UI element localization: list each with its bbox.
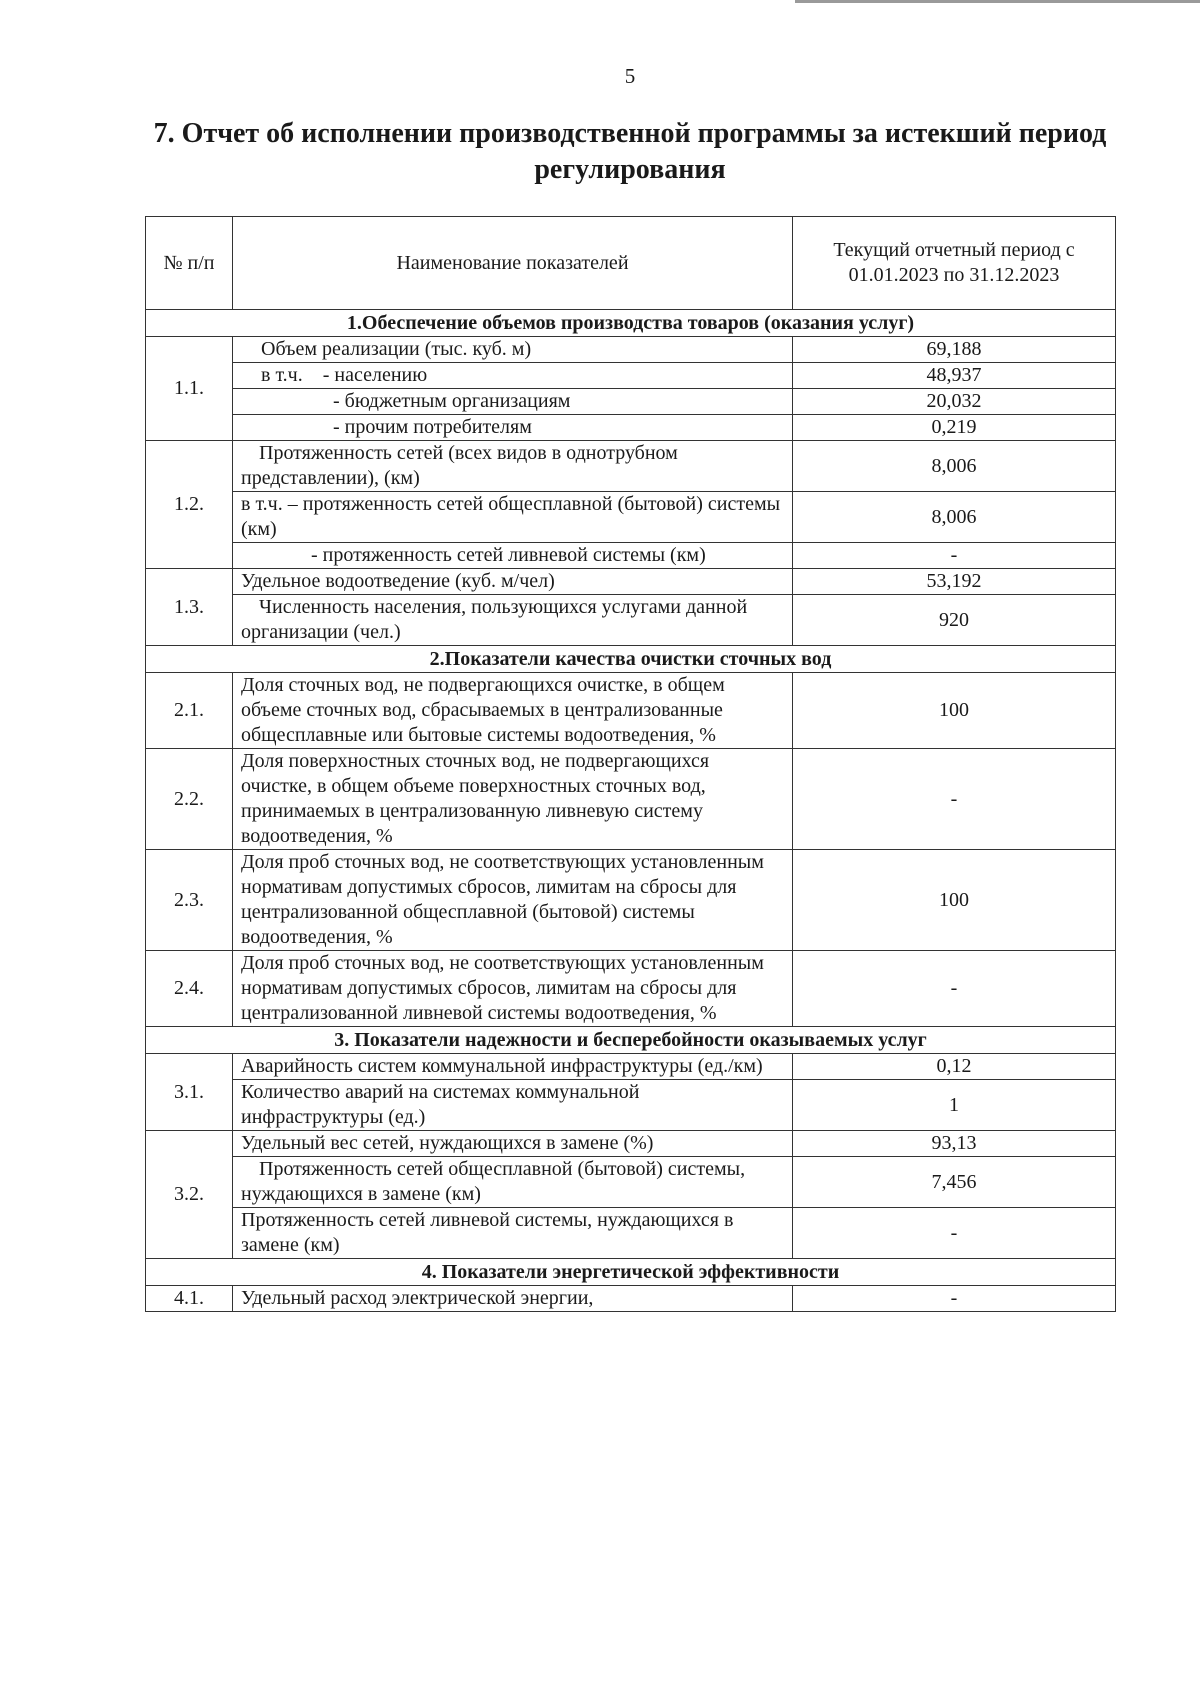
header-period: Текущий отчетный период с 01.01.2023 по 31.12.2023: [793, 217, 1116, 310]
table-row: [146, 543, 1116, 569]
table-row: [146, 569, 1116, 595]
row-value: 0,219: [793, 415, 1116, 441]
row-name: в т.ч. – протяженность сетей общесплавной (бытовой) системы (км): [233, 492, 793, 543]
row-name: Доля сточных вод, не подвергающихся очистке, в общем объеме сточных вод, сбрасываемых в централизованные общесплавные или бытовые системы водоотведения, %: [233, 673, 793, 749]
row-value: 48,937: [793, 363, 1116, 389]
row-value: 53,192: [793, 569, 1116, 595]
section-title: 1.Обеспечение объемов производства товаров (оказания услуг): [146, 310, 1116, 337]
row-name: Протяженность сетей общесплавной (бытовой) системы, нуждающихся в замене (км): [233, 1157, 793, 1208]
table-row: [146, 595, 1116, 646]
table-row: [146, 415, 1116, 441]
section-row: [146, 310, 1116, 337]
table-row: [146, 363, 1116, 389]
row-name: Удельное водоотведение (куб. м/чел): [233, 569, 793, 595]
row-value: 69,188: [793, 337, 1116, 363]
row-value: -: [793, 951, 1116, 1027]
row-number: 4.1.: [146, 1286, 233, 1312]
table-row: [146, 1080, 1116, 1131]
section-title: 2.Показатели качества очистки сточных вод: [146, 646, 1116, 673]
table-row: [146, 673, 1116, 749]
row-name: Удельный расход электрической энергии,: [233, 1286, 793, 1312]
row-value: 0,12: [793, 1054, 1116, 1080]
row-number: 3.1.: [146, 1054, 233, 1131]
row-value: 920: [793, 595, 1116, 646]
row-number: 3.2.: [146, 1131, 233, 1259]
row-value: -: [793, 1286, 1116, 1312]
row-value: 1: [793, 1080, 1116, 1131]
row-number: 1.1.: [146, 337, 233, 441]
row-name: Протяженность сетей ливневой системы, нуждающихся в замене (км): [233, 1208, 793, 1259]
table-row: [146, 1286, 1116, 1312]
page-title: 7. Отчет об исполнении производственной программы за истекший период регулирования: [153, 118, 1107, 185]
row-value: 100: [793, 850, 1116, 951]
header-num: № п/п: [146, 217, 233, 310]
row-value: 20,032: [793, 389, 1116, 415]
row-name: Аварийность систем коммунальной инфраструктуры (ед./км): [233, 1054, 793, 1080]
table-row: [146, 389, 1116, 415]
section-row: [146, 1259, 1116, 1286]
row-value: -: [793, 749, 1116, 850]
row-value: -: [793, 1208, 1116, 1259]
report-table: [145, 216, 1116, 1312]
row-name: Объем реализации (тыс. куб. м): [233, 337, 793, 363]
table-row: [146, 951, 1116, 1027]
row-name: Доля проб сточных вод, не соответствующих установленным нормативам допустимых сбросов, лимитам на сбросы для централизованной ливневой системы водоотведения, %: [233, 951, 793, 1027]
row-name: Численность населения, пользующихся услугами данной организации (чел.): [233, 595, 793, 646]
section-title: 4. Показатели энергетической эффективности: [146, 1259, 1116, 1286]
row-name: Удельный вес сетей, нуждающихся в замене (%): [233, 1131, 793, 1157]
row-name: в т.ч. - населению: [233, 363, 793, 389]
table-row: [146, 749, 1116, 850]
row-number: 2.2.: [146, 749, 233, 850]
row-name: Доля поверхностных сточных вод, не подвергающихся очистке, в общем объеме поверхностных сточных вод, принимаемых в централизованную ливневую систему водоотведения, %: [233, 749, 793, 850]
table-row: [146, 441, 1116, 492]
row-number: 2.3.: [146, 850, 233, 951]
table-row: [146, 850, 1116, 951]
row-name: - протяженность сетей ливневой системы (км): [233, 543, 793, 569]
section-row: [146, 646, 1116, 673]
table-row: [146, 1131, 1116, 1157]
row-value: 7,456: [793, 1157, 1116, 1208]
table-row: [146, 1054, 1116, 1080]
table-row: [146, 337, 1116, 363]
row-value: 8,006: [793, 492, 1116, 543]
table-row: [146, 1157, 1116, 1208]
table-row: [146, 492, 1116, 543]
row-name: Протяженность сетей (всех видов в однотрубном представлении), (км): [233, 441, 793, 492]
row-value: 100: [793, 673, 1116, 749]
top-edge-rule: [795, 0, 1200, 3]
row-value: -: [793, 543, 1116, 569]
table-row: [146, 1208, 1116, 1259]
section-row: [146, 1027, 1116, 1054]
page-number: 5: [624, 64, 636, 88]
row-value: 93,13: [793, 1131, 1116, 1157]
header-name: Наименование показателей: [233, 217, 793, 310]
row-number: 1.3.: [146, 569, 233, 646]
table-header-row: [146, 217, 1116, 310]
row-name: - бюджетным организациям: [233, 389, 793, 415]
row-number: 2.4.: [146, 951, 233, 1027]
row-name: Количество аварий на системах коммунальной инфраструктуры (ед.): [233, 1080, 793, 1131]
row-number: 2.1.: [146, 673, 233, 749]
row-name: - прочим потребителям: [233, 415, 793, 441]
row-number: 1.2.: [146, 441, 233, 569]
section-title: 3. Показатели надежности и бесперебойности оказываемых услуг: [146, 1027, 1116, 1054]
row-value: 8,006: [793, 441, 1116, 492]
row-name: Доля проб сточных вод, не соответствующих установленным нормативам допустимых сбросов, лимитам на сбросы для централизованной общесплавной (бытовой) системы водоотведения, %: [233, 850, 793, 951]
